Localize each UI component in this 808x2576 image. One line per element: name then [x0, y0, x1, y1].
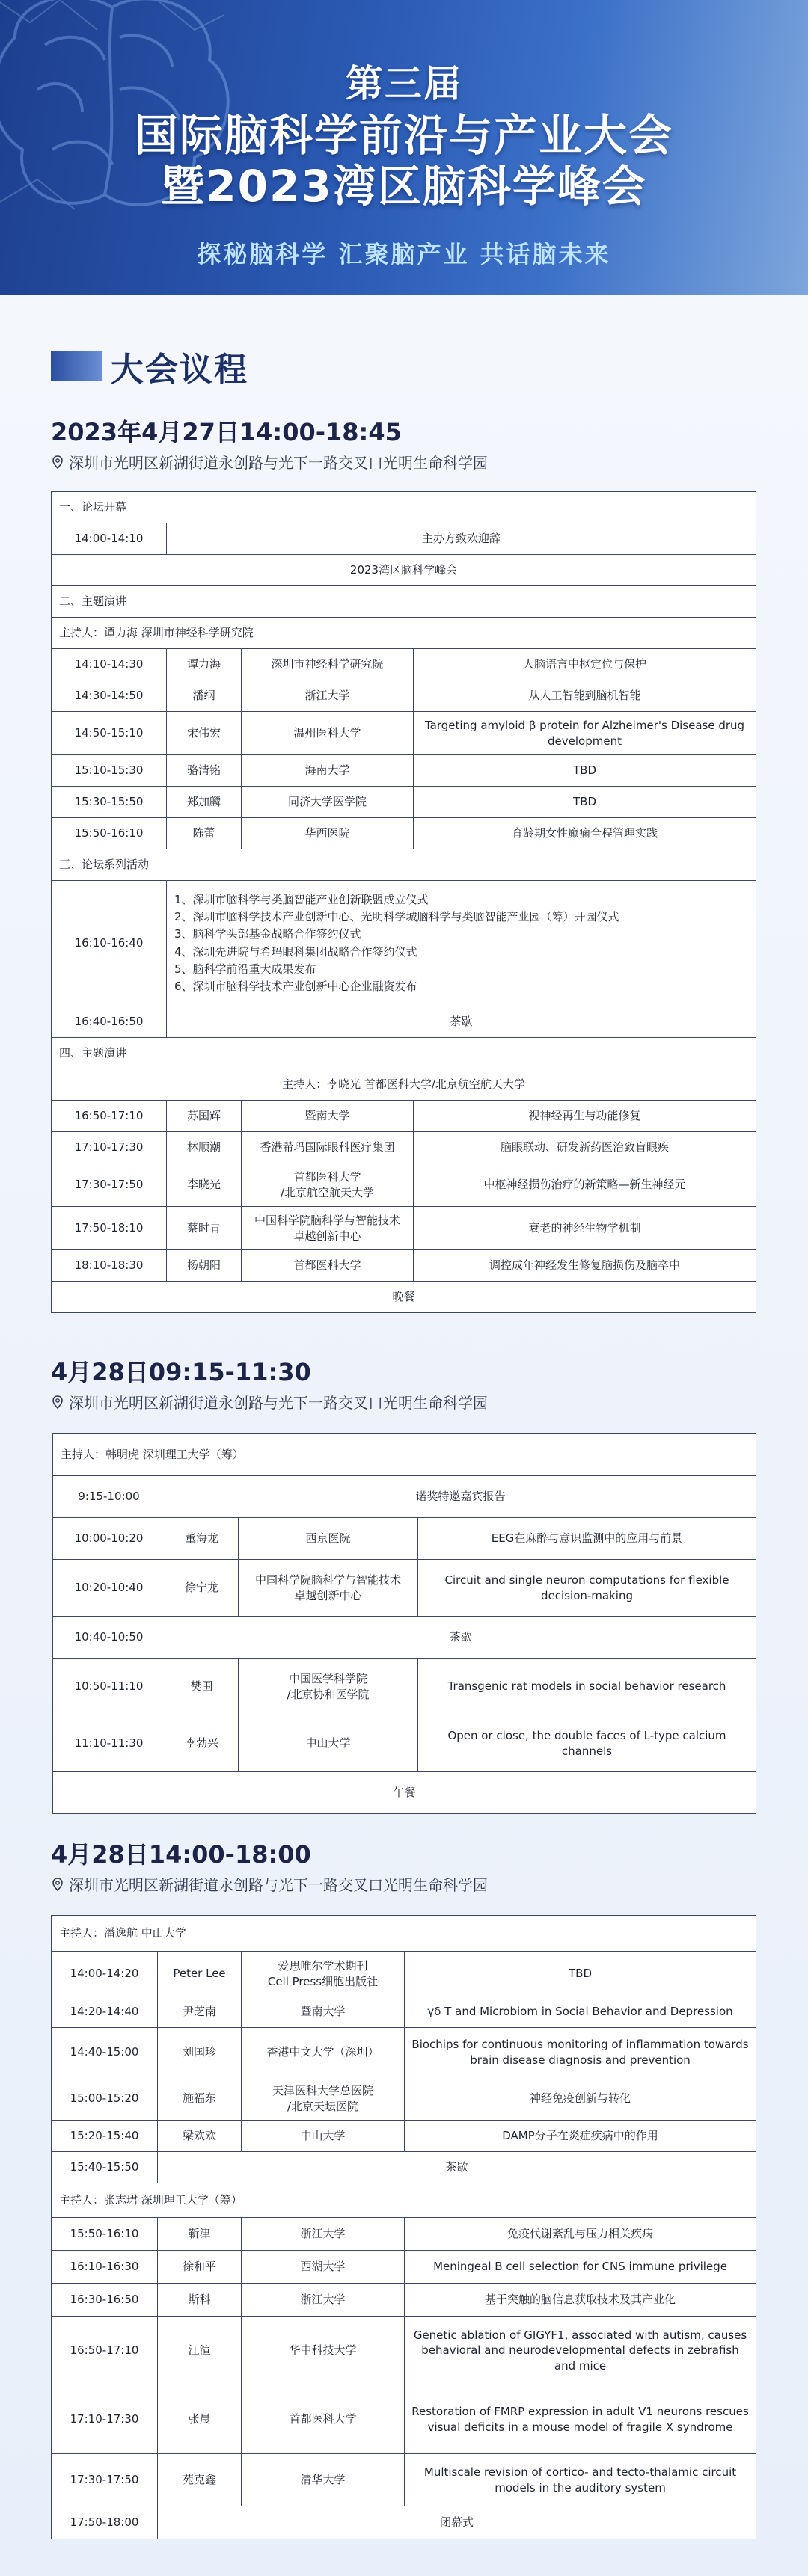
table-row: [52, 1101, 756, 1132]
speaker-org: 深圳市神经科学研究院: [242, 649, 414, 680]
day2pm-date: 4月28日14:00-18:00: [51, 1840, 311, 1869]
agenda-time: 9:15-10:00: [53, 1476, 165, 1518]
speaker-name: 潘纲: [167, 680, 242, 712]
agenda-section-label: 三、论坛系列活动: [52, 849, 756, 881]
talk-topic: 脑眼联动、研发新药医治致盲眼疾: [414, 1132, 756, 1163]
agenda-host: 主持人：韩明虎 深圳理工大学（筹）: [53, 1434, 756, 1476]
agenda-time: 17:50-18:00: [52, 2506, 158, 2539]
speaker-name: 林顺潮: [167, 1132, 242, 1163]
day2pm-location: [51, 1873, 488, 1895]
table-row: [52, 1916, 756, 1952]
agenda-item: 诺奖特邀嘉宾报告: [165, 1476, 756, 1518]
agenda-break: 茶歇: [167, 1006, 756, 1038]
agenda-subtitle: 2023湾区脑科学峰会: [52, 555, 756, 586]
talk-topic: Transgenic rat models in social behavior research: [418, 1659, 756, 1715]
agenda-time: 16:30-16:50: [52, 2284, 158, 2317]
talk-topic: Biochips for continuous monitoring of inflammation towards brain disease diagnosis and prevention: [405, 2028, 756, 2077]
agenda-meal: 午餐: [53, 1772, 756, 1814]
talk-topic: 免疫代谢紊乱与压力相关疾病: [405, 2218, 756, 2251]
section-title-text: 大会议程: [111, 351, 248, 389]
speaker-org: 中山大学: [239, 1715, 418, 1772]
table-row: [52, 2506, 756, 2539]
agenda-time: 15:50-16:10: [52, 818, 167, 849]
speaker-org: 中国科学院脑科学与智能技术 卓越创新中心: [239, 1560, 418, 1617]
speaker-org: 中山大学: [242, 2121, 405, 2152]
table-row: [52, 1163, 756, 1207]
location-pin-icon: [51, 455, 64, 469]
agenda-host: 主持人：潘逸航 中山大学: [52, 1916, 756, 1952]
talk-topic: 神经免疫创新与转化: [405, 2077, 756, 2121]
agenda-time: 14:10-14:30: [52, 649, 167, 680]
table-row: [52, 555, 756, 586]
table-row: [52, 2121, 756, 2152]
table-row: [52, 1250, 756, 1282]
talk-topic: TBD: [414, 787, 756, 818]
speaker-name: 张晨: [158, 2385, 242, 2454]
agenda-time: 10:40-10:50: [53, 1617, 165, 1659]
table-row: [53, 1476, 756, 1518]
speaker-org: 浙江大学: [242, 2284, 405, 2317]
agenda-section-label: 四、主题演讲: [52, 1038, 756, 1069]
talk-topic: 衰老的神经生物学机制: [414, 1207, 756, 1250]
table-row: [52, 787, 756, 818]
list-item: 2、深圳市脑科学技术产业创新中心、光明科学城脑科学与类脑智能产业园（筹）开园仪式: [174, 910, 619, 923]
talk-topic: Multiscale revision of cortico- and tecto-thalamic circuit models in the auditory system: [405, 2454, 756, 2506]
talk-topic: TBD: [405, 1952, 756, 1996]
talk-topic: Circuit and single neuron computations for flexible decision-making: [418, 1560, 756, 1617]
table-row: [53, 1772, 756, 1814]
talk-topic: γδ T and Microbiom in Social Behavior and Depression: [405, 1996, 756, 2028]
talk-topic: 视神经再生与功能修复: [414, 1101, 756, 1132]
speaker-name: 徐和平: [158, 2251, 242, 2284]
table-row: [53, 1715, 756, 1772]
agenda-content: [0, 295, 808, 2576]
agenda-break: 茶歇: [165, 1617, 756, 1659]
speaker-name: Peter Lee: [158, 1952, 242, 1996]
table-row: [52, 818, 756, 849]
table-row: [52, 2218, 756, 2251]
agenda-time: 14:40-15:00: [52, 2028, 158, 2077]
speaker-name: 杨朝阳: [167, 1250, 242, 1282]
agenda-time: 16:10-16:30: [52, 2251, 158, 2284]
header-banner: [0, 0, 808, 295]
table-row: [53, 1560, 756, 1617]
agenda-time: 17:50-18:10: [52, 1207, 167, 1250]
agenda-time: 14:20-14:40: [52, 1996, 158, 2028]
day2am-agenda-table: [52, 1433, 756, 1814]
speaker-org: 西京医院: [239, 1518, 418, 1560]
speaker-org: 首都医科大学 /北京航空航天大学: [242, 1163, 414, 1207]
speaker-name: 李勃兴: [165, 1715, 239, 1772]
speaker-name: 樊围: [165, 1659, 239, 1715]
speaker-org: 首都医科大学: [242, 2385, 405, 2454]
speaker-name: 宋伟宏: [167, 712, 242, 755]
speaker-name: 董海龙: [165, 1518, 239, 1560]
agenda-time: 16:50-17:10: [52, 2317, 158, 2385]
agenda-section-label: 二、主题演讲: [52, 586, 756, 618]
table-row: [52, 1038, 756, 1069]
table-row: [52, 1282, 756, 1313]
list-item: 4、深圳先进院与希玛眼科集团战略合作签约仪式: [174, 944, 417, 959]
talk-topic: TBD: [414, 755, 756, 787]
table-row: [52, 649, 756, 680]
table-row: [52, 2317, 756, 2385]
table-row: [52, 2454, 756, 2506]
speaker-org: 华西医院: [242, 818, 414, 849]
table-row: [53, 1434, 756, 1476]
talk-topic: Targeting amyloid β protein for Alzheimer's Disease drug development: [414, 712, 756, 755]
agenda-section-label: 一、论坛开幕: [52, 492, 756, 523]
table-row: [52, 2028, 756, 2077]
speaker-name: 施福东: [158, 2077, 242, 2121]
speaker-name: 江渲: [158, 2317, 242, 2385]
talk-topic: Open or close, the double faces of L-type calcium channels: [418, 1715, 756, 1772]
talk-topic: Genetic ablation of GIGYF1, associated with autism, causes behavioral and neurodevelopmental defects in zebrafish and mice: [405, 2317, 756, 2385]
table-row: [52, 1996, 756, 2028]
list-item: 1、深圳市脑科学与类脑智能产业创新联盟成立仪式: [174, 892, 429, 906]
table-row: [52, 712, 756, 755]
speaker-name: 骆清铭: [167, 755, 242, 787]
agenda-time: 15:00-15:20: [52, 2077, 158, 2121]
banner-slogan: 探秘脑科学 汇聚脑产业 共话脑未来: [197, 240, 611, 268]
speaker-name: 徐宁龙: [165, 1560, 239, 1617]
agenda-time: 18:10-18:30: [52, 1250, 167, 1282]
agenda-time: 15:10-15:30: [52, 755, 167, 787]
speaker-name: 郑加麟: [167, 787, 242, 818]
table-row: [52, 1006, 756, 1038]
table-row: [52, 755, 756, 787]
table-row: [52, 2251, 756, 2284]
table-row: [52, 2284, 756, 2317]
table-row: [52, 2385, 756, 2454]
agenda-time: 14:00-14:10: [52, 523, 167, 555]
speaker-name: 苏国辉: [167, 1101, 242, 1132]
table-row: [52, 2183, 756, 2218]
agenda-host: 主持人：李晓光 首都医科大学/北京航空航天大学: [52, 1069, 756, 1101]
speaker-org: 暨南大学: [242, 1996, 405, 2028]
agenda-time: 10:50-11:10: [53, 1659, 165, 1715]
location-pin-icon: [51, 1395, 64, 1409]
speaker-name: 靳津: [158, 2218, 242, 2251]
table-row: [52, 2152, 756, 2183]
agenda-item: 主办方致欢迎辞: [167, 523, 756, 555]
speaker-name: 尹芝南: [158, 1996, 242, 2028]
agenda-time: 11:10-11:30: [53, 1715, 165, 1772]
table-row: [52, 492, 756, 523]
speaker-org: 香港希玛国际眼科医疗集团: [242, 1132, 414, 1163]
speaker-org: 中国医学科学院 /北京协和医学院: [239, 1659, 418, 1715]
talk-topic: 基于突触的脑信息获取技术及其产业化: [405, 2284, 756, 2317]
agenda-time: 16:40-16:50: [52, 1006, 167, 1038]
agenda-time: 14:30-14:50: [52, 680, 167, 712]
section-bar-icon: [51, 351, 102, 381]
talk-topic: 育龄期女性癫痫全程管理实践: [414, 818, 756, 849]
table-row: [53, 1617, 756, 1659]
speaker-name: 陈蕾: [167, 818, 242, 849]
day1-date: 2023年4月27日14:00-18:45: [51, 418, 402, 446]
table-row: [53, 1659, 756, 1715]
talk-topic: 人脑语言中枢定位与保护: [414, 649, 756, 680]
day1-location: [51, 451, 488, 473]
table-row: [52, 2077, 756, 2121]
agenda-time: 17:30-17:50: [52, 1163, 167, 1207]
talk-topic: 调控成年神经发生修复脑损伤及脑卒中: [414, 1250, 756, 1282]
talk-topic: DAMP分子在炎症疾病中的作用: [405, 2121, 756, 2152]
table-row: [52, 618, 756, 649]
day2am-date: 4月28日09:15-11:30: [51, 1358, 311, 1386]
agenda-time: 14:00-14:20: [52, 1952, 158, 1996]
speaker-org: 爱思唯尔学术期刊 Cell Press细胞出版社: [242, 1952, 405, 1996]
talk-topic: 从人工智能到脑机智能: [414, 680, 756, 712]
speaker-org: 西湖大学: [242, 2251, 405, 2284]
list-item: 6、深圳市脑科学技术产业创新中心企业融资发布: [174, 980, 417, 993]
agenda-time: 17:10-17:30: [52, 1132, 167, 1163]
location-pin-icon: [51, 1878, 64, 1891]
agenda-time: 10:00-10:20: [53, 1518, 165, 1560]
agenda-time: 14:50-15:10: [52, 712, 167, 755]
speaker-org: 首都医科大学: [242, 1250, 414, 1282]
agenda-time: 16:10-16:40: [52, 881, 167, 1006]
speaker-name: 谭力海: [167, 649, 242, 680]
speaker-org: 暨南大学: [242, 1101, 414, 1132]
talk-topic: Restoration of FMRP expression in adult V1 neurons rescues visual deficits in a mouse model of fragile X syndrome: [405, 2385, 756, 2454]
talk-topic: 中枢神经损伤治疗的新策略—新生神经元: [414, 1163, 756, 1207]
talk-topic: Meningeal B cell selection for CNS immune privilege: [405, 2251, 756, 2284]
speaker-org: 华中科技大学: [242, 2317, 405, 2385]
agenda-host: 主持人：张志珺 深圳理工大学（筹）: [52, 2183, 756, 2218]
table-row: [52, 586, 756, 618]
speaker-org: 温州医科大学: [242, 712, 414, 755]
speaker-org: 浙江大学: [242, 680, 414, 712]
speaker-name: 刘国珍: [158, 2028, 242, 2077]
agenda-time: 15:20-15:40: [52, 2121, 158, 2152]
table-row: [52, 680, 756, 712]
agenda-break: 茶歇: [158, 2152, 756, 2183]
table-row: [52, 1207, 756, 1250]
table-row: [53, 1518, 756, 1560]
banner-title-line2: 国际脑科学前沿与产业大会: [134, 110, 673, 161]
day2am-location: [51, 1391, 488, 1413]
speaker-name: 斯科: [158, 2284, 242, 2317]
speaker-name: 苑克鑫: [158, 2454, 242, 2506]
talk-topic: EEG在麻醉与意识监测中的应用与前景: [418, 1518, 756, 1560]
agenda-time: 15:40-15:50: [52, 2152, 158, 2183]
agenda-time: 17:10-17:30: [52, 2385, 158, 2454]
table-row: [52, 881, 756, 1006]
speaker-org: 清华大学: [242, 2454, 405, 2506]
series-list: [167, 881, 756, 1006]
table-row: [52, 1952, 756, 1996]
section-title: [51, 348, 248, 389]
speaker-org: 浙江大学: [242, 2218, 405, 2251]
speaker-org: 海南大学: [242, 755, 414, 787]
banner-title-line3: 暨2023湾区脑科学峰会: [161, 161, 647, 212]
day1-location-text: 深圳市光明区新湖街道永创路与光下一路交叉口光明生命科学园: [69, 454, 488, 472]
day2pm-location-text: 深圳市光明区新湖街道永创路与光下一路交叉口光明生命科学园: [69, 1876, 488, 1894]
speaker-org: 香港中文大学（深圳）: [242, 2028, 405, 2077]
list-item: 5、脑科学前沿重大成果发布: [174, 962, 316, 976]
day1-agenda-table: [51, 491, 756, 1313]
agenda-time: 16:50-17:10: [52, 1101, 167, 1132]
list-item: 3、脑科学头部基金战略合作签约仪式: [174, 927, 361, 941]
agenda-time: 10:20-10:40: [53, 1560, 165, 1617]
agenda-time: 15:30-15:50: [52, 787, 167, 818]
agenda-time: 15:50-16:10: [52, 2218, 158, 2251]
speaker-org: 天津医科大学总医院 /北京天坛医院: [242, 2077, 405, 2121]
table-row: [52, 849, 756, 881]
table-row: [52, 523, 756, 555]
speaker-name: 梁欢欢: [158, 2121, 242, 2152]
speaker-org: 同济大学医学院: [242, 787, 414, 818]
banner-title-line1: 第三届: [346, 62, 462, 105]
agenda-item: 闭幕式: [158, 2506, 756, 2539]
agenda-time: 17:30-17:50: [52, 2454, 158, 2506]
agenda-meal: 晚餐: [52, 1282, 756, 1313]
speaker-org: 中国科学院脑科学与智能技术 卓越创新中心: [242, 1207, 414, 1250]
speaker-name: 李晓光: [167, 1163, 242, 1207]
speaker-name: 蔡时青: [167, 1207, 242, 1250]
day2pm-agenda-table: [51, 1915, 756, 2539]
agenda-host: 主持人：谭力海 深圳市神经科学研究院: [52, 618, 756, 649]
day2am-location-text: 深圳市光明区新湖街道永创路与光下一路交叉口光明生命科学园: [69, 1394, 488, 1412]
table-row: [52, 1132, 756, 1163]
table-row: [52, 1069, 756, 1101]
